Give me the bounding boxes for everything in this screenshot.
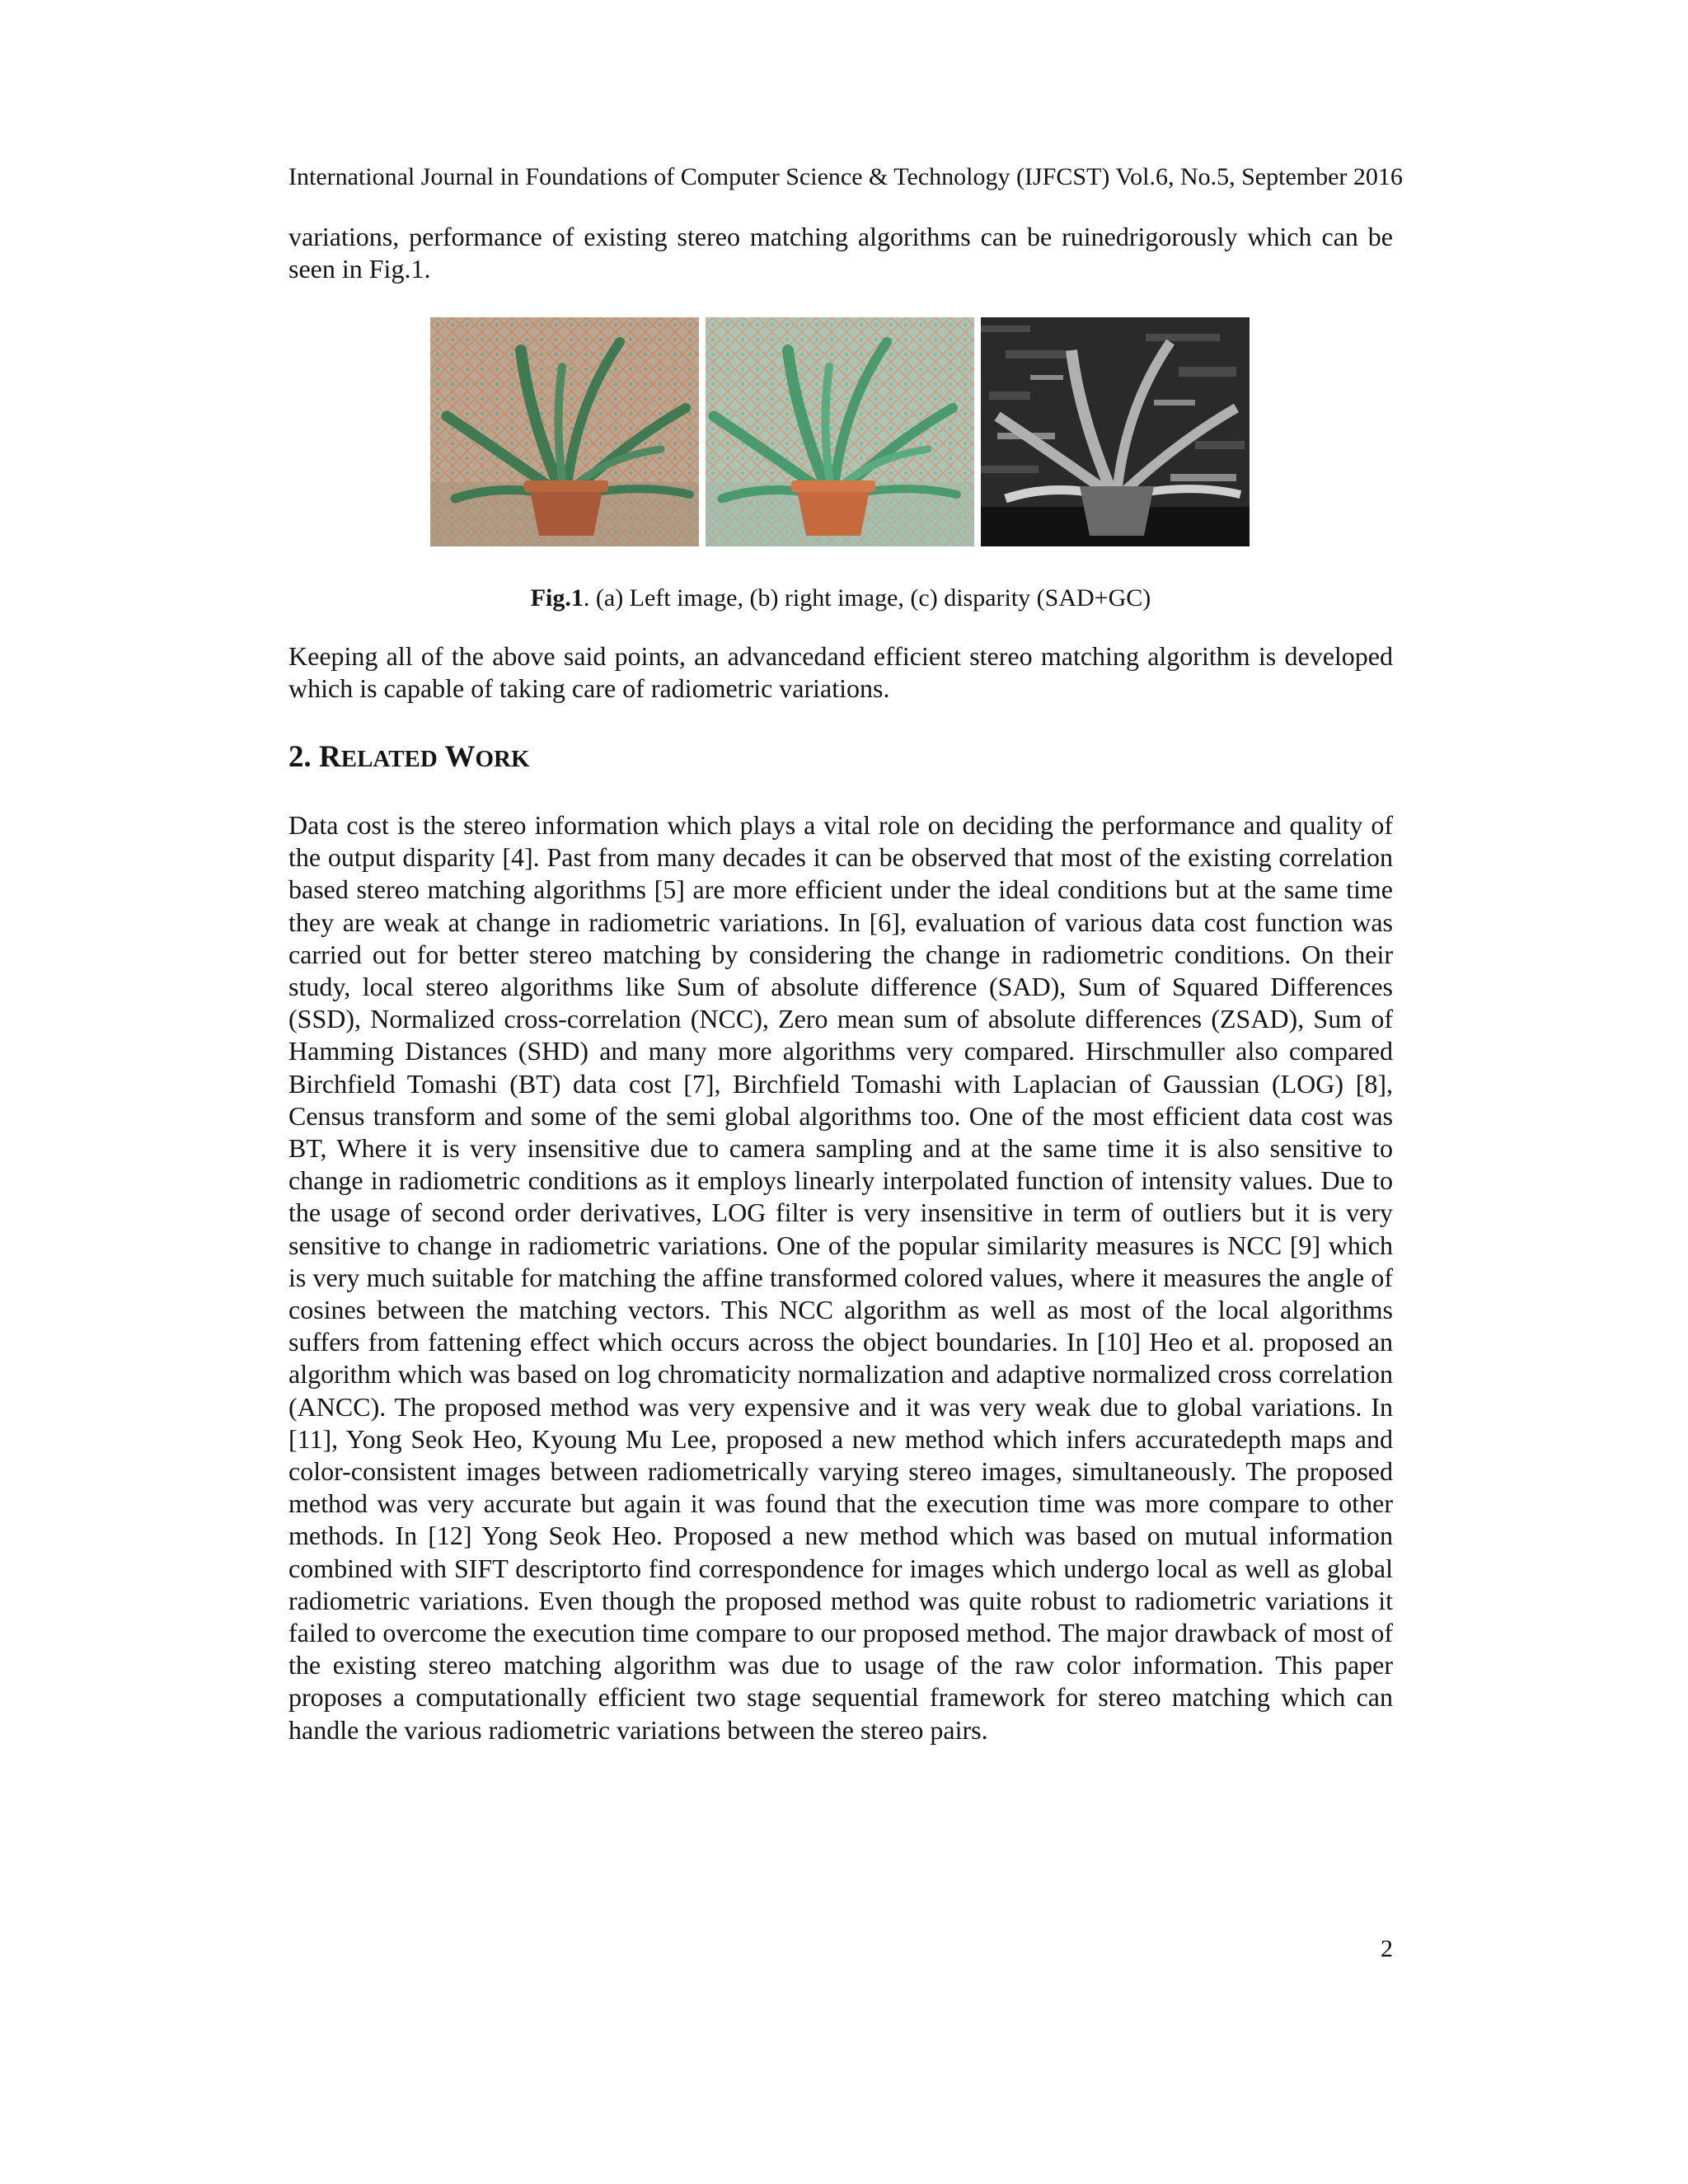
intro-paragraph: variations, performance of existing stereo matching algorithms can be ruinedrigorously which can be seen in Fig.1. [288, 222, 1393, 284]
page-number: 2 [1381, 1935, 1393, 1962]
figure-caption [288, 582, 1393, 615]
figure-caption-text: . (a) Left image, (b) right image, (c) disparity (SAD+GC) [583, 584, 1151, 612]
section-title-initial-1: R [319, 740, 341, 774]
left-image-illustration [430, 317, 699, 546]
section-title-rest-1: ELATED [340, 746, 438, 772]
section-heading-related-work [288, 738, 530, 778]
keeping-paragraph: Keeping all of the above said points, an advancedand efficient stereo matching algorithm is developed which is capable of taking care of radiometric variations. [288, 641, 1393, 704]
section-title-initial-2: W [444, 740, 476, 774]
section-number: 2. [288, 740, 319, 774]
related-work-paragraph: Data cost is the stereo information which plays a vital role on deciding the performance and quality of the output disparity [4]. Past from many decades it can be observed that most of the existing correlation based stereo matching algorithms [5] are more efficient under the ideal conditions but at the same time they are weak at change in radiometric variations. In [6], evaluation of various data cost function was carried out for better stereo matching by considering the change in radiometric conditions. On their study, local stereo algorithms like Sum of absolute difference (SAD), Sum of Squared Differences (SSD), Normalized cross-correlation (NCC), Zero mean sum of absolute differences (ZSAD), Sum of Hamming Distances (SHD) and many more algorithms very compared. Hirschmuller also compared Birchfield Tomashi (BT) data cost [7], Birchfield Tomashi with Laplacian of Gaussian (LOG) [8], Census transform and some of the semi global algorithms too. One of the most efficient data cost was BT, Where it is very insensitive due to camera sampling and at the same time it is also sensitive to change in radiometric conditions as it employs linearly interpolated function of intensity values. Due to the usage of second order derivatives, LOG filter is very insensitive in term of outliers but it is very sensitive to change in radiometric variations. One of the popular similarity measures is NCC [9] which is very much suitable for matching the affine transformed colored values, where it measures the angle of cosines between the matching vectors. This NCC algorithm as well as most of the local algorithms suffers from fattening effect which occurs across the object boundaries. In [10] Heo et al. proposed an algorithm which was based on log chromaticity normalization and adaptive normalized cross correlation (ANCC). The proposed method was very expensive and it was very weak due to global variations. In [11], Yong Seok Heo, Kyoung Mu Lee, proposed a new method which infers accuratedepth maps and color-consistent images between radiometrically varying stereo images, simultaneously. The proposed method was very accurate but again it was found that the execution time was more compare to other methods. In [12] Yong Seok Heo. Proposed a new method which was based on mutual information combined with SIFT descriptorto find correspondence for images which undergo local as well as global radiometric variations. Even though the proposed method was quite robust to radiometric variations it failed to overcome the execution time compare to our proposed method. The major drawback of most of the existing stereo matching algorithm was due to usage of the raw color information. This paper proposes a computationally efficient two stage sequential framework for stereo matching which can handle the various radiometric variations between the stereo pairs. [288, 810, 1393, 1745]
right-image-illustration [706, 317, 974, 546]
disparity-map-illustration [981, 317, 1250, 546]
section-title-rest-2: ORK [475, 746, 530, 772]
figure-panel-disparity-map [981, 317, 1250, 546]
running-header: International Journal in Foundations of Computer Science & Technology (IJFCST) Vol.6, No.5, September 2016 [288, 163, 1403, 190]
figure-caption-label: Fig.1 [530, 584, 584, 612]
figure-1 [430, 317, 1250, 546]
figure-panel-right-image [706, 317, 974, 546]
figure-panel-left-image [430, 317, 699, 546]
